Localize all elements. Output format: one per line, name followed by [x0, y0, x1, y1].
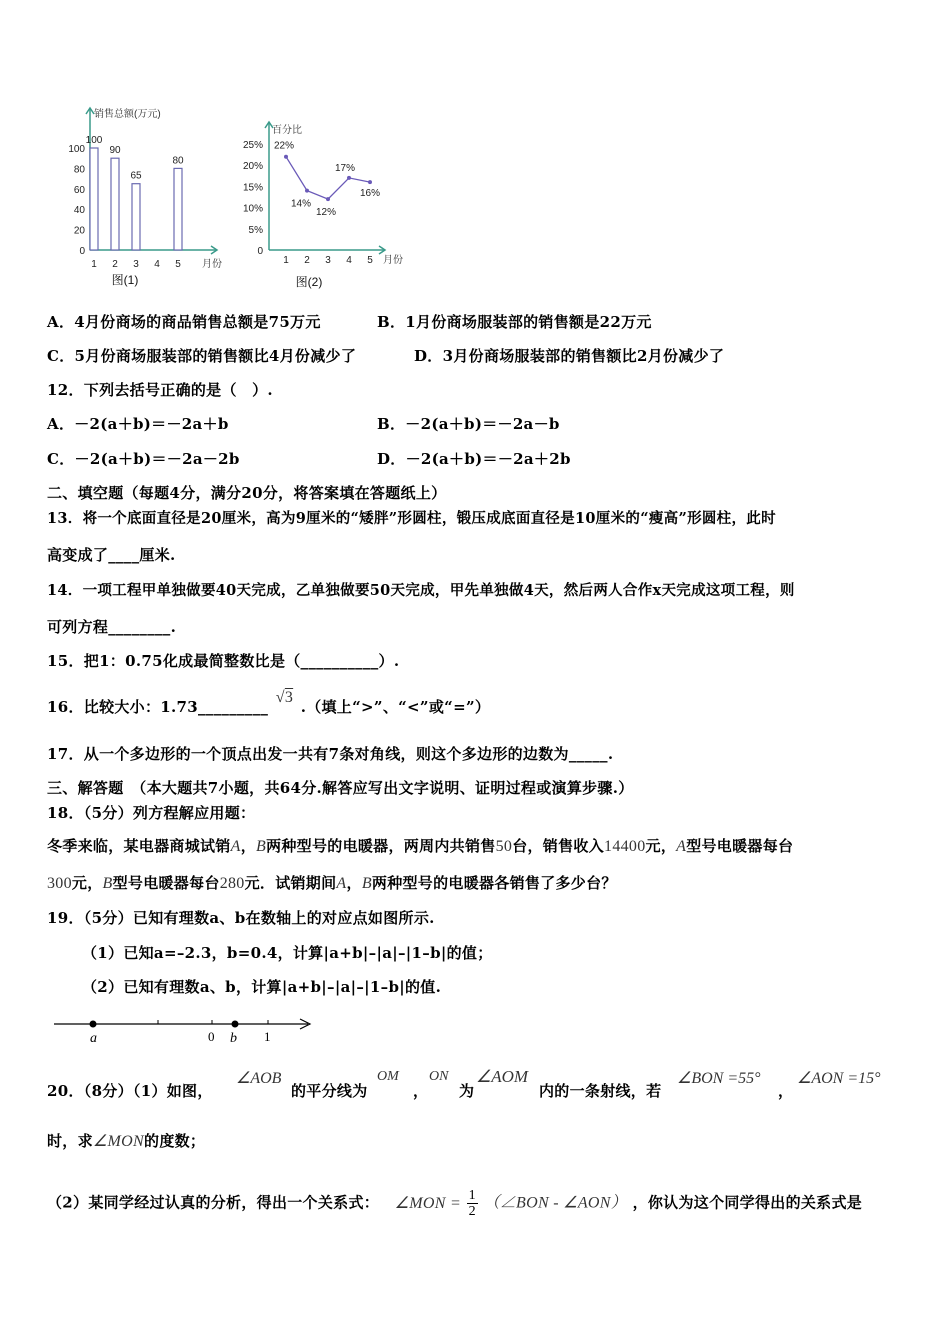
- ray-on: ON: [429, 1069, 449, 1084]
- q18-paragraph-line-1: [47, 835, 793, 856]
- q19-sub-1: （1）已知a=–2.3，b=0.4，计算|a+b|–|a|–|1–b|的值；: [82, 944, 493, 962]
- point-value-label: 14%: [290, 198, 312, 210]
- q12-option-b: B．－2(a＋b)＝－2a－b: [377, 415, 560, 433]
- bar-value-label: 80: [172, 155, 184, 167]
- x-tick-label: 5: [175, 259, 181, 270]
- q20-text: （2）某同学经过认真的分析，得出一个关系式：: [47, 1193, 380, 1212]
- number-280: 280: [219, 875, 245, 892]
- figure-2-line-chart: [235, 118, 415, 296]
- y-tick-label: 20%: [242, 161, 263, 173]
- var-a: A: [336, 875, 347, 892]
- q20-text-1: 的平分线为: [291, 1082, 368, 1100]
- q12-option-d: D．－2(a＋b)＝－2a＋2b: [377, 450, 571, 468]
- q17: 17．从一个多边形的一个顶点出发一共有7条对角线，则这个多边形的边数为_____.: [47, 745, 614, 763]
- figure-1-bar-chart: [45, 100, 245, 295]
- point-b: [232, 1021, 239, 1028]
- figure-1-caption: 图(1): [111, 273, 139, 287]
- x-tick-label: 4: [346, 255, 352, 266]
- point-value-label: 16%: [359, 188, 381, 200]
- q14-line-1: 14．一项工程甲单独做要40天完成，乙单独做要50天完成，甲先单独做4天，然后两人合作x天完成这项工程，则: [47, 582, 795, 599]
- q18-text: 元，: [71, 874, 103, 892]
- q18-heading: 18．（5分）列方程解应用题：: [47, 804, 256, 822]
- q13-line-1: 13．将一个底面直径是20厘米，高为9厘米的“矮胖”形圆柱，锻压成底面直径是10厘米的“瘦高”形圆柱，此时: [47, 510, 776, 527]
- y-tick-label: 0: [257, 246, 263, 257]
- q18-paragraph-line-2: [47, 872, 617, 893]
- y-tick-label: 25%: [242, 140, 263, 151]
- var-b: B: [102, 875, 113, 892]
- y-tick-label: 40: [73, 205, 85, 217]
- x-tick-label: 3: [133, 259, 139, 270]
- data-point-month-3: [326, 197, 330, 201]
- q12-option-a: A．－2(a＋b)＝－2a＋b: [47, 415, 229, 433]
- label-a: a: [90, 1031, 97, 1046]
- y-tick-label: 0: [79, 246, 85, 257]
- fraction-one-half: [467, 1188, 478, 1219]
- angle-aob: ∠AOB: [236, 1070, 282, 1087]
- q18-text: ，: [346, 874, 362, 892]
- q18-text: 两种型号的电暖器，两周内共销售: [266, 837, 496, 855]
- bar-month-1: [90, 148, 98, 250]
- label-0: 0: [208, 1029, 215, 1044]
- q12-option-c: C．－2(a＋b)＝－2a－2b: [47, 450, 240, 468]
- var-a: A: [230, 838, 241, 855]
- ray-om: OM: [377, 1069, 399, 1084]
- x-tick-label: 5: [367, 255, 373, 266]
- q12-stem: 12．下列去括号正确的是（ ）.: [47, 381, 273, 399]
- number-300: 300: [47, 875, 72, 892]
- q11-option-b: B．1月份商场服装部的销售额是22万元: [377, 313, 652, 331]
- q18-text: 型号电暖器每台: [112, 874, 220, 892]
- var-b: B: [256, 838, 267, 855]
- fraction-denominator: 2: [468, 1204, 476, 1219]
- q18-text: 元．试销期间: [244, 874, 337, 892]
- q20-text-4: 内的一条射线，若: [539, 1082, 662, 1100]
- x-tick-label: 1: [283, 255, 289, 266]
- q20-text: 时，求: [47, 1132, 93, 1150]
- number-50: 50: [495, 838, 513, 855]
- q20-text-2: ，: [413, 1082, 429, 1100]
- x-tick-label: 4: [154, 259, 160, 270]
- series-line: [286, 157, 370, 199]
- q16: [47, 689, 491, 717]
- fraction-numerator: 1: [468, 1188, 476, 1203]
- section-2-heading: 二、填空题（每题4分，满分20分，将答案填在答题纸上）: [47, 484, 447, 502]
- q18-text: 型号电暖器每台: [686, 837, 794, 855]
- y-axis-label: 销售总额(万元): [94, 109, 161, 120]
- sqrt-expression: √3: [275, 689, 294, 706]
- angle-mon: ∠MON: [92, 1133, 145, 1150]
- bar-month-2: [111, 158, 119, 250]
- number-line: [50, 1012, 320, 1048]
- y-tick-label: 5%: [248, 224, 263, 236]
- y-tick-label: 10%: [242, 203, 263, 215]
- q20-heading: 20．（8分）（1）如图，: [47, 1082, 213, 1100]
- var-b: B: [361, 875, 372, 892]
- point-a: [90, 1021, 97, 1028]
- equation-left: ∠MON =: [394, 1194, 462, 1212]
- x-axis-label: 月份: [202, 259, 222, 270]
- data-point-month-4: [347, 176, 351, 180]
- angle-aon-value: ∠AON =15°: [797, 1070, 881, 1087]
- y-tick-label: 15%: [242, 182, 263, 194]
- angle-bon-value: ∠BON =55°: [677, 1070, 761, 1087]
- q11-option-c: C．5月份商场服装部的销售额比4月份减少了: [47, 347, 357, 365]
- data-point-month-5: [368, 180, 372, 184]
- label-1: 1: [264, 1029, 271, 1044]
- y-axis-label: 百分比: [272, 125, 302, 136]
- q18-text: 元，: [645, 837, 677, 855]
- y-tick-label: 80: [73, 164, 85, 176]
- bar-month-5: [174, 168, 182, 250]
- point-value-label: 22%: [273, 140, 295, 152]
- bar-value-label: 65: [130, 170, 142, 182]
- x-tick-label: 3: [325, 255, 331, 266]
- bar-month-3: [132, 184, 140, 250]
- var-a: A: [676, 838, 687, 855]
- point-value-label: 17%: [334, 162, 356, 174]
- point-value-label: 12%: [315, 207, 337, 219]
- q11-option-d: D．3月份商场服装部的销售额比2月份减少了: [414, 347, 725, 365]
- q16-prefix: 16．比较大小：1.73_________: [47, 698, 269, 716]
- equation-right: （∠BON - ∠AON）: [483, 1194, 628, 1212]
- q18-text: 台，销售收入: [512, 837, 605, 855]
- x-tick-label: 2: [112, 259, 118, 270]
- label-b: b: [230, 1031, 237, 1046]
- x-tick-label: 1: [91, 259, 97, 270]
- q18-text: 两种型号的电暖器各销售了多少台？: [371, 874, 617, 892]
- q20-text: 的度数；: [144, 1132, 206, 1150]
- bar-value-label: 90: [109, 145, 121, 157]
- y-tick-label: 100: [68, 144, 85, 155]
- q20-text: ，你认为这个同学得出的关系式是: [632, 1193, 863, 1212]
- q20-line-2: [47, 1130, 205, 1151]
- q19-sub-2: （2）已知有理数a、b，计算|a+b|–|a|–|1–b|的值.: [82, 978, 442, 996]
- q18-text: 冬季来临，某电器商城试销: [47, 837, 231, 855]
- sqrt-radicand: 3: [284, 689, 294, 706]
- data-point-month-1: [284, 155, 288, 159]
- q20-sub-2: [47, 1188, 862, 1219]
- q16-suffix: .（填上“>”、“<”或“=”）: [300, 698, 491, 716]
- q11-option-a: A．4月份商场的商品销售总额是75万元: [47, 313, 321, 331]
- x-axis-label: 月份: [383, 255, 403, 266]
- x-tick-label: 2: [304, 255, 310, 266]
- y-tick-label: 20: [73, 225, 85, 237]
- number-14400: 14400: [604, 838, 646, 855]
- y-tick-label: 60: [73, 184, 85, 196]
- figure-2-caption: 图(2): [295, 275, 323, 289]
- q18-text: ，: [240, 837, 256, 855]
- q20-text-3: 为: [459, 1082, 475, 1100]
- section-3-heading: 三、解答题 （本大题共7小题，共64分.解答应写出文字说明、证明过程或演算步骤.）: [47, 779, 634, 797]
- data-point-month-2: [305, 189, 309, 193]
- bar-value-label: 100: [85, 135, 103, 146]
- q20-text-5: ，: [778, 1082, 794, 1100]
- q14-line-2: 可列方程________.: [47, 618, 177, 636]
- q15: 15．把1：0.75化成最简整数比是（__________）.: [47, 652, 400, 670]
- q19-heading: 19．（5分）已知有理数a、b在数轴上的对应点如图所示.: [47, 909, 435, 927]
- q13-line-2: 高变成了____厘米.: [47, 546, 176, 564]
- angle-aom: ∠AOM: [476, 1067, 529, 1086]
